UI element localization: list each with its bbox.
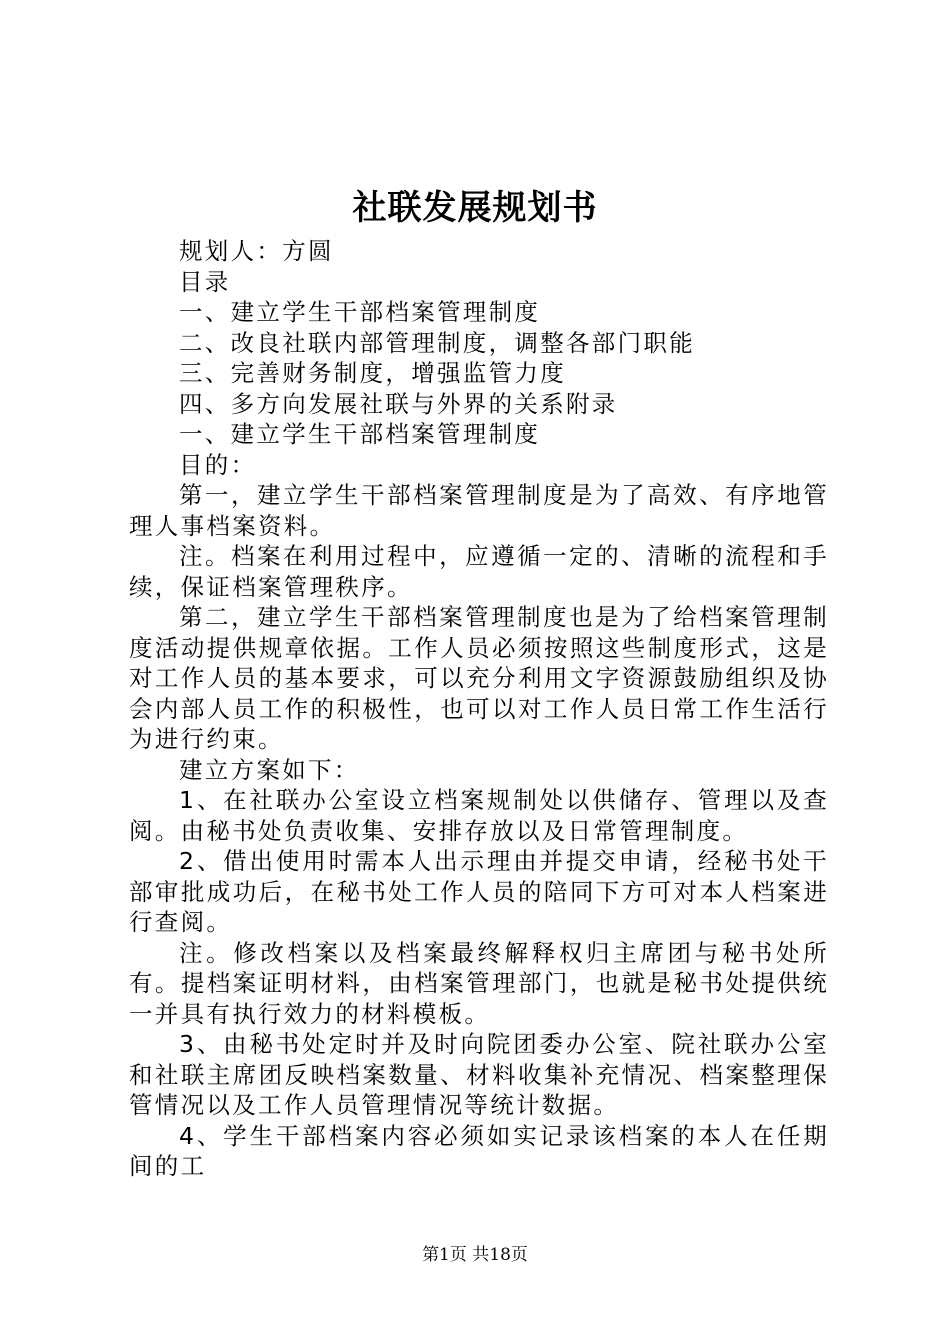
plan-item: 4、学生干部档案内容必须如实记录该档案的本人在任期间的工: [129, 1121, 829, 1180]
plan-item: 1、在社联办公室设立档案规制处以供储存、管理以及查阅。由秘书处负责收集、安排存放以及日常管理制度。: [129, 786, 829, 845]
document-body: [129, 236, 829, 1182]
body-paragraph: 第一，建立学生干部档案管理制度是为了高效、有序地管理人事档案资料。: [129, 481, 829, 540]
document-title: 社联发展规划书: [352, 188, 598, 228]
planner-line: 规划人：方圆: [179, 237, 334, 265]
toc-item: 四、多方向发展社联与外界的关系附录: [179, 389, 618, 418]
toc-item: 三、完善财务制度，增强监管力度: [179, 359, 566, 387]
purpose-heading: 目的：: [179, 450, 257, 479]
body-paragraph: 第二，建立学生干部档案管理制度也是为了给档案管理制度活动提供规章依据。工作人员必须按照这些制度形式，这是对工作人员的基本要求，可以充分利用文字资源鼓励组织及协会内部人员工作的积极性，也可以对工作人员日常工作生活行为进行约束。: [129, 603, 829, 753]
toc-heading: 目录: [179, 267, 231, 296]
plan-heading: 建立方案如下：: [179, 755, 360, 784]
plan-item: 2、借出使用时需本人出示理由并提交申请，经秘书处干部审批成功后，在秘书处工作人员的陪同下方可对本人档案进行查阅。: [129, 847, 829, 936]
note-paragraph: 注。档案在利用过程中，应遵循一定的、清晰的流程和手续，保证档案管理秩序。: [129, 542, 829, 601]
page-footer: 第1页 共18页: [422, 1245, 528, 1265]
toc-item: 一、建立学生干部档案管理制度: [179, 298, 541, 326]
plan-item: 3、由秘书处定时并及时向院团委办公室、院社联办公室和社联主席团反映档案数量、材料收集补充情况、档案整理保管情况以及工作人员管理情况等统计数据。: [129, 1030, 829, 1119]
note-paragraph: 注。修改档案以及档案最终解释权归主席团与秘书处所有。提档案证明材料，由档案管理部门，也就是秘书处提供统一并具有执行效力的材料模板。: [129, 938, 829, 1028]
section-heading: 一、建立学生干部档案管理制度: [179, 420, 541, 448]
toc-item: 二、改良社联内部管理制度，调整各部门职能: [179, 328, 695, 357]
